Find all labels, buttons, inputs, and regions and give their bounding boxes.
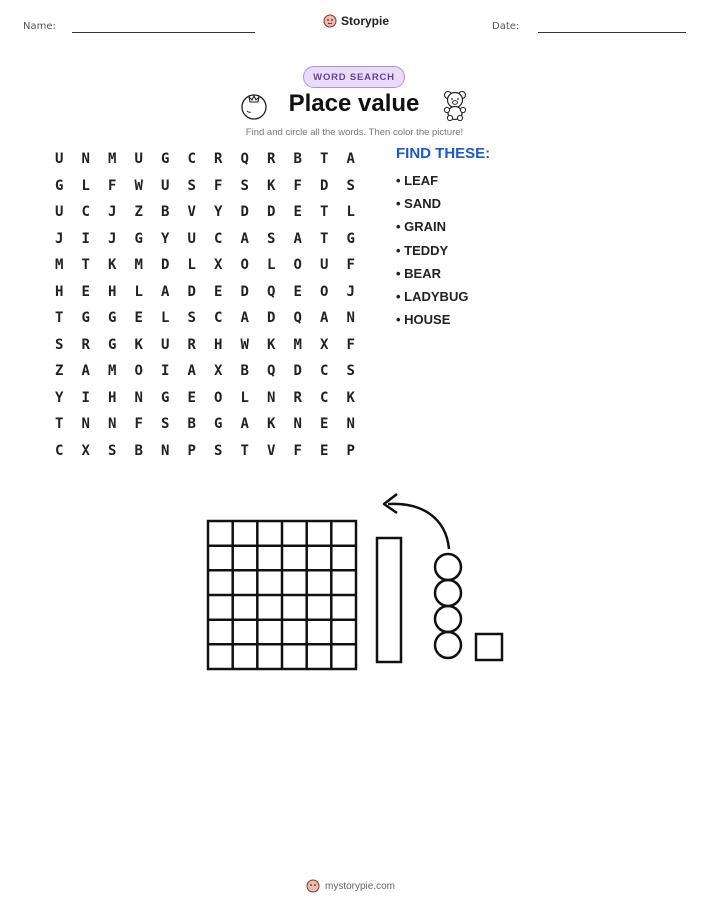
grid-letter[interactable]: R <box>267 151 276 168</box>
grid-letter[interactable]: M <box>55 257 64 274</box>
grid-letter[interactable]: I <box>161 363 170 380</box>
grid-letter[interactable]: S <box>161 416 170 433</box>
grid-letter[interactable]: U <box>55 151 64 168</box>
word-list-item: • LEAF <box>396 173 439 188</box>
grid-letter[interactable]: C <box>320 389 329 406</box>
grid-letter[interactable]: B <box>187 416 196 433</box>
grid-letter[interactable]: M <box>108 151 117 168</box>
grid-letter[interactable]: S <box>187 310 196 327</box>
grid-letter[interactable]: O <box>214 389 223 406</box>
date-label: Date: <box>492 21 520 32</box>
grid-letter[interactable]: N <box>346 310 355 327</box>
grid-letter[interactable]: J <box>55 230 64 247</box>
grid-letter[interactable]: E <box>293 283 302 300</box>
grid-letter[interactable]: Q <box>267 363 276 380</box>
grid-letter[interactable]: F <box>108 177 117 194</box>
grid-letter[interactable]: S <box>240 177 249 194</box>
grid-letter[interactable]: T <box>55 310 64 327</box>
grid-letter[interactable]: P <box>187 442 196 459</box>
grid-letter[interactable]: K <box>267 177 276 194</box>
grid-letter[interactable]: U <box>187 230 196 247</box>
grid-letter[interactable]: Z <box>55 363 64 380</box>
grid-letter[interactable]: F <box>214 177 223 194</box>
grid-letter[interactable]: B <box>161 204 170 221</box>
grid-letter[interactable]: X <box>320 336 329 353</box>
grid-letter[interactable]: U <box>161 336 170 353</box>
grid-letter[interactable]: M <box>108 363 117 380</box>
grid-letter[interactable]: G <box>55 177 64 194</box>
word-list-item: • LADYBUG <box>396 288 469 304</box>
grid-letter[interactable]: K <box>267 336 276 353</box>
grid-letter[interactable]: N <box>81 416 90 433</box>
grid-letter[interactable]: H <box>108 389 117 406</box>
grid-letter[interactable]: A <box>187 363 196 380</box>
grid-letter[interactable]: W <box>240 336 249 353</box>
grid-letter[interactable]: N <box>267 389 276 406</box>
grid-letter[interactable]: Y <box>214 204 223 221</box>
grid-letter[interactable]: G <box>161 151 170 168</box>
grid-letter[interactable]: O <box>134 363 143 380</box>
grid-letter[interactable]: S <box>55 336 64 353</box>
grid-letter[interactable]: H <box>55 283 64 300</box>
grid-letter[interactable]: S <box>346 177 355 194</box>
grid-letter[interactable]: G <box>134 230 143 247</box>
grid-letter[interactable]: C <box>55 442 64 459</box>
grid-letter[interactable]: S <box>346 363 355 380</box>
grid-letter[interactable]: V <box>267 442 276 459</box>
grid-letter[interactable]: I <box>81 230 90 247</box>
grid-letter[interactable]: A <box>240 416 249 433</box>
grid-letter[interactable]: B <box>240 363 249 380</box>
grid-letter[interactable]: X <box>214 257 223 274</box>
grid-letter[interactable]: D <box>187 283 196 300</box>
word-list-item: • SAND <box>396 196 441 212</box>
grid-letter[interactable]: S <box>187 177 196 194</box>
grid-letter[interactable]: U <box>134 151 143 168</box>
grid-letter[interactable]: E <box>320 416 329 433</box>
word-search-badge: WORD SEARCH <box>303 66 405 88</box>
grid-letter[interactable]: V <box>187 204 196 221</box>
grid-letter[interactable]: J <box>346 283 355 300</box>
grid-letter[interactable]: N <box>293 416 302 433</box>
grid-letter[interactable]: E <box>320 442 329 459</box>
grid-letter[interactable]: T <box>320 151 329 168</box>
grid-letter[interactable]: J <box>108 204 117 221</box>
grid-letter[interactable]: L <box>187 257 196 274</box>
grid-letter[interactable]: X <box>214 363 223 380</box>
teddy-bear-icon <box>441 89 469 121</box>
regroup-arrow-icon <box>388 504 449 549</box>
grid-letter[interactable]: O <box>293 257 302 274</box>
grid-letter[interactable]: T <box>320 204 329 221</box>
grid-letter[interactable]: Q <box>293 310 302 327</box>
grid-letter[interactable]: G <box>108 336 117 353</box>
grid-letter[interactable]: W <box>134 177 143 194</box>
grid-letter[interactable]: G <box>108 310 117 327</box>
place-value-picture[interactable] <box>200 488 510 678</box>
grid-letter[interactable]: R <box>293 389 302 406</box>
grid-letter[interactable]: U <box>55 204 64 221</box>
grid-letter[interactable]: A <box>346 151 355 168</box>
grid-letter[interactable]: U <box>320 257 329 274</box>
grid-letter[interactable]: C <box>320 363 329 380</box>
instructions: Find and circle all the words. Then color the picture! <box>245 127 464 138</box>
grid-letter[interactable]: A <box>81 363 90 380</box>
grid-letter[interactable]: K <box>346 389 355 406</box>
word-list-item: • HOUSE <box>396 312 451 328</box>
grid-letter[interactable]: F <box>346 336 355 353</box>
grid-letter[interactable]: X <box>81 442 90 459</box>
grid-letter[interactable]: C <box>187 151 196 168</box>
word-list <box>396 171 468 333</box>
page-title: Place value <box>288 90 420 117</box>
grid-letter[interactable]: T <box>240 442 249 459</box>
grid-letter[interactable]: K <box>267 416 276 433</box>
grid-letter[interactable]: N <box>108 416 117 433</box>
brand-logo <box>323 14 389 28</box>
hundreds-flat <box>208 521 356 669</box>
grid-letter[interactable]: I <box>81 389 90 406</box>
grid-letter[interactable]: E <box>187 389 196 406</box>
grid-letter[interactable]: E <box>81 283 90 300</box>
grid-letter[interactable]: J <box>108 230 117 247</box>
storypie-mascot-icon <box>323 14 337 28</box>
grid-letter[interactable]: H <box>108 283 117 300</box>
grid-letter[interactable]: F <box>134 416 143 433</box>
grid-letter[interactable]: T <box>320 230 329 247</box>
name-label: Name: <box>23 21 56 32</box>
grid-letter[interactable]: E <box>293 204 302 221</box>
grid-letter[interactable]: D <box>320 177 329 194</box>
grid-letter[interactable]: F <box>293 442 302 459</box>
grid-letter[interactable]: B <box>293 151 302 168</box>
grid-letter[interactable]: K <box>108 257 117 274</box>
grid-letter[interactable]: E <box>134 310 143 327</box>
grid-letter[interactable]: R <box>187 336 196 353</box>
footer-url: mystorypie.com <box>325 880 396 892</box>
grid-letter[interactable]: G <box>161 389 170 406</box>
name-line[interactable] <box>72 32 255 33</box>
grid-letter[interactable]: L <box>134 283 143 300</box>
grid-letter[interactable]: T <box>81 257 90 274</box>
grid-letter[interactable]: C <box>81 204 90 221</box>
grid-letter[interactable]: T <box>55 416 64 433</box>
unit-stack <box>435 554 461 658</box>
grid-letter[interactable]: K <box>134 336 143 353</box>
grid-letter[interactable]: D <box>267 204 276 221</box>
grid-letter[interactable]: A <box>240 310 249 327</box>
grid-letter[interactable]: F <box>346 257 355 274</box>
grid-letter[interactable]: A <box>161 283 170 300</box>
tens-rod <box>377 538 401 662</box>
brand-name: Storypie <box>341 14 390 28</box>
word-list-item: • GRAIN <box>396 219 447 235</box>
grid-letter[interactable]: R <box>214 151 223 168</box>
word-list-item: • BEAR <box>396 265 441 281</box>
grid-letter[interactable]: C <box>214 230 223 247</box>
grid-letter[interactable]: D <box>240 204 249 221</box>
grid-letter[interactable]: L <box>346 204 355 221</box>
word-list-item: • TEDDY <box>396 242 449 258</box>
grid-letter[interactable]: G <box>346 230 355 247</box>
storypie-mascot-icon <box>306 879 320 893</box>
grid-letter[interactable]: A <box>240 230 249 247</box>
grid-letter[interactable]: L <box>240 389 249 406</box>
grid-letter[interactable]: R <box>81 336 90 353</box>
grid-letter[interactable]: D <box>161 257 170 274</box>
grid-letter[interactable]: C <box>214 310 223 327</box>
grid-letter[interactable]: O <box>320 283 329 300</box>
grid-letter[interactable]: Q <box>240 151 249 168</box>
grid-letter[interactable]: B <box>134 442 143 459</box>
grid-letter[interactable]: L <box>81 177 90 194</box>
grid-letter[interactable]: H <box>214 336 223 353</box>
grid-letter[interactable]: U <box>161 177 170 194</box>
grid-letter[interactable]: G <box>214 416 223 433</box>
letter-grid[interactable] <box>46 146 366 464</box>
grid-letter[interactable]: D <box>293 363 302 380</box>
grid-letter[interactable]: Y <box>161 230 170 247</box>
grid-letter[interactable]: Q <box>267 283 276 300</box>
footer <box>306 879 395 893</box>
grid-letter[interactable]: Z <box>134 204 143 221</box>
single-unit-cube <box>476 634 502 660</box>
grid-letter[interactable]: Y <box>55 389 64 406</box>
grid-letter[interactable]: S <box>108 442 117 459</box>
grid-letter[interactable]: F <box>293 177 302 194</box>
grid-letter[interactable]: M <box>293 336 302 353</box>
grid-letter[interactable]: M <box>134 257 143 274</box>
grid-letter[interactable]: O <box>240 257 249 274</box>
grid-letter[interactable]: L <box>161 310 170 327</box>
grid-letter[interactable]: D <box>267 310 276 327</box>
grid-letter[interactable]: N <box>134 389 143 406</box>
grid-letter[interactable]: E <box>214 283 223 300</box>
grid-letter[interactable]: P <box>346 442 355 459</box>
date-line[interactable] <box>538 32 686 33</box>
grid-letter[interactable]: A <box>293 230 302 247</box>
grid-letter[interactable]: D <box>240 283 249 300</box>
grid-letter[interactable]: A <box>320 310 329 327</box>
grid-letter[interactable]: N <box>346 416 355 433</box>
grid-letter[interactable]: S <box>214 442 223 459</box>
grid-letter[interactable]: L <box>267 257 276 274</box>
find-these-heading: FIND THESE: <box>396 145 491 162</box>
grid-letter[interactable]: N <box>81 151 90 168</box>
grid-letter[interactable]: N <box>161 442 170 459</box>
grid-letter[interactable]: G <box>81 310 90 327</box>
grid-letter[interactable]: S <box>267 230 276 247</box>
